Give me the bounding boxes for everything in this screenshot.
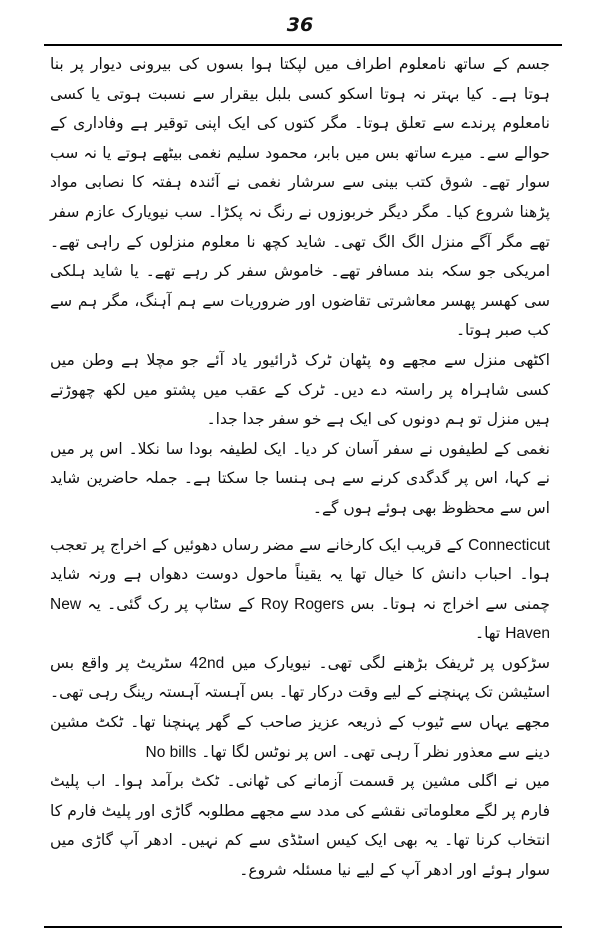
- body-text: [50, 50, 550, 886]
- header-rule: [44, 44, 562, 46]
- latin-term: Roy Rogers: [260, 595, 345, 613]
- latin-term: New Haven: [50, 595, 550, 643]
- paragraph: نغمی کے لطیفوں نے سفر آسان کر دیا۔ ایک لطیفہ بودا سا نکلا۔ اس پر میں نے کہا، اس پر گدگدی کرنے سے ہی ہنسا جا سکتا ہے۔ جملہ حاضرین شاید اس سے محظوظ بھی ہوئے ہوں گے۔: [50, 439, 550, 517]
- paragraph: میں نے اگلی مشین پر قسمت آزمانے کی ٹھانی۔ ٹکٹ برآمد ہوا۔ اب پلیٹ فارم پر لگے معلوماتی نقشے کی مدد سے مجھے مطلوبہ گاڑی اور پلیٹ فارم کا انتخاب کرنا تھا۔ یہ بھی ایک کیس اسٹڈی سے کم نہیں۔ ادھر آپ گاڑی میں سوار ہوئے اور ادھر آپ کے لیے نیا مسئلہ شروع۔: [50, 772, 550, 880]
- latin-term: No bills: [145, 743, 197, 761]
- latin-term: Connecticut: [468, 536, 550, 554]
- page-number: 36: [286, 14, 314, 36]
- latin-term: 42nd: [189, 654, 225, 672]
- paragraph: جسم کے ساتھ نامعلوم اطراف میں لپکتا ہوا بسوں کی بیرونی دیوار پر بنا ہوتا ہے۔ کیا بہتر نہ ہوتا اسکو کسی بلبل بیقرار سے نسبت ہوتی یا کسی نامعلوم پرندے سے تعلق ہوتا۔ مگر کتوں کی ایک اپنی توقیر ہے وفاداری کے حوالے سے۔ میرے ساتھ بس میں بابر، محمود سلیم نغمی بیٹھے ہوتے یا نہ سب سوار تھے۔ شوق کتب بینی سے سرشار نغمی نے آئندہ ہفتہ کا نصابی مواد پڑھنا شروع کیا۔ مگر دیگر خربوزوں نے رنگ نہ پکڑا۔ سب نیویارک عازم سفر تھے مگر آگے منزل الگ الگ تھی۔ شاید کچھ نا معلوم منزلوں کے راہی تھے۔ امریکی جو سکہ بند مسافر تھے۔ خاموش سفر کر رہے تھے۔ یا شاید ہلکی سی کھسر پھسر معاشرتی تقاضوں اور ضروریات سے ہم آہنگ، مگر ہم سے کب صبر ہوتا۔: [50, 55, 550, 340]
- paragraph: سڑکوں پر ٹریفک بڑھنے لگی تھی۔ نیویارک میں 42nd سٹریٹ پر واقع بس اسٹیشن تک پہنچنے کے لیے وقت درکار تھا۔ بس آہستہ آہستہ رینگ رہی تھی۔ مجھے یہاں سے ٹیوب کے ذریعہ عزیز صاحب کے گھر پہنچنا تھا۔ ٹکٹ مشین دینے سے معذور نظر آ رہی تھی۔ اس پر نوٹس لگا تھا۔ No bills: [50, 653, 550, 761]
- footer-rule: [44, 926, 562, 928]
- paragraph: Connecticut کے قریب ایک کارخانے سے مضر رساں دھوئیں کے اخراج پر تعجب ہوا۔ احباب دانش کا خیال تھا یہ یقیناً ماحول دوست دھواں ہے ورنہ شاید چمنی سے اخراج نہ ہوتا۔ بس Roy Rogers کے سٹاپ پر رک گئی۔ یہ New Haven تھا۔: [50, 535, 551, 643]
- paragraph: اکٹھی منزل سے مجھے وہ پٹھان ٹرک ڈرائیور یاد آئے جو مچلا ہے وطن میں کسی شاہراہ پر راستہ دے دیں۔ ٹرک کے عقب میں پشتو میں لکھ چھوڑتے ہیں منزل تو ہم دونوں کی ایک ہے خو سفر جدا جدا۔: [50, 350, 550, 429]
